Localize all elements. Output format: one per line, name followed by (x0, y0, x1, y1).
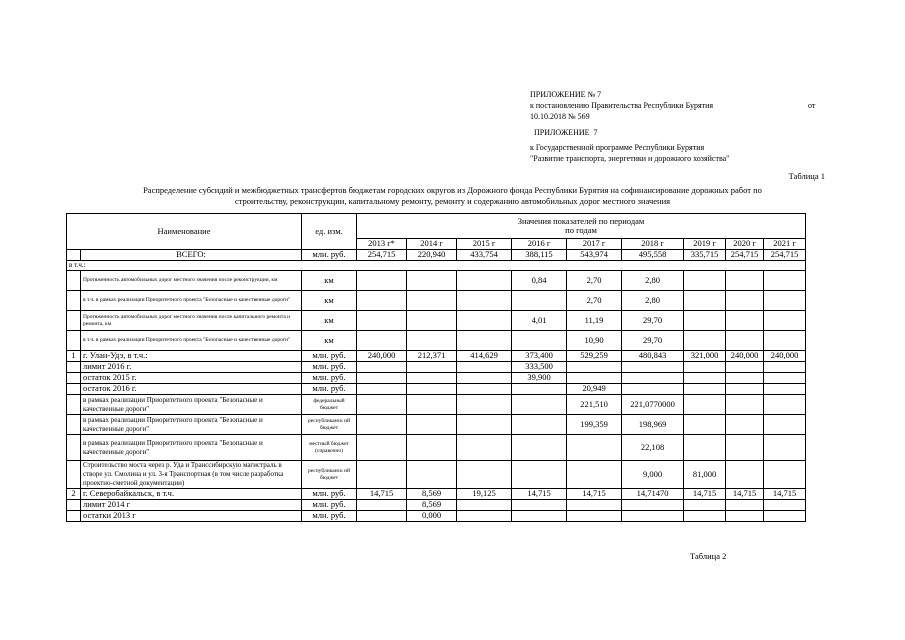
row-name: в т.ч.: (67, 260, 806, 271)
value-cell (407, 271, 457, 291)
row-name: остаток 2016 г. (81, 384, 302, 395)
row-number (67, 461, 81, 489)
row-number (67, 415, 81, 435)
row-name: лимит 2016 г. (81, 362, 302, 373)
value-cell (764, 373, 806, 384)
value-cell (764, 384, 806, 395)
table-row (67, 461, 806, 489)
value-cell: 14,715 (726, 489, 764, 500)
value-cell (407, 362, 457, 373)
value-cell: 81,000 (684, 461, 726, 489)
value-cell (407, 435, 457, 461)
appendix-program-name: "Развитие транспорта, энергетики и дорожного хозяйства" (530, 154, 730, 163)
value-cell: 2,70 (567, 271, 622, 291)
value-cell (726, 415, 764, 435)
value-cell (567, 461, 622, 489)
value-cell (512, 384, 567, 395)
value-cell: 495,558 (622, 249, 684, 260)
row-number (67, 395, 81, 415)
value-cell: 388,115 (512, 249, 567, 260)
value-cell (764, 435, 806, 461)
row-name: в рамках реализации Приоритетного проекта "Безопасные и качественные дороги" (81, 435, 302, 461)
value-cell: 14,715 (764, 489, 806, 500)
value-cell (357, 384, 407, 395)
value-cell: 0,84 (512, 271, 567, 291)
row-number (67, 311, 81, 331)
appendix-title: ПРИЛОЖЕНИЕ № 7 (530, 90, 602, 99)
value-cell (726, 311, 764, 331)
value-cell: 480,843 (622, 351, 684, 362)
value-cell: 221,510 (567, 395, 622, 415)
value-cell (357, 311, 407, 331)
value-cell (357, 415, 407, 435)
row-unit: млн. руб. (302, 489, 357, 500)
value-cell: 14,715 (357, 489, 407, 500)
row-unit: км (302, 331, 357, 351)
value-cell: 22,108 (622, 435, 684, 461)
row-name: в рамках реализации Приоритетного проекта "Безопасные и качественные дороги" (81, 415, 302, 435)
value-cell (457, 373, 512, 384)
value-cell (764, 461, 806, 489)
table-row (67, 249, 806, 260)
value-cell (407, 384, 457, 395)
value-cell (357, 511, 407, 522)
value-cell (407, 415, 457, 435)
row-unit: федеральный бюджет (302, 395, 357, 415)
value-cell (407, 461, 457, 489)
row-unit: км (302, 311, 357, 331)
value-cell: 254,715 (764, 249, 806, 260)
value-cell (726, 373, 764, 384)
value-cell (764, 500, 806, 511)
row-name: Протяженность автомобильных дорог местного значения после реконструкции, км (81, 271, 302, 291)
value-cell (684, 384, 726, 395)
value-cell (512, 395, 567, 415)
table-row (67, 435, 806, 461)
value-cell (407, 373, 457, 384)
value-cell: 8,569 (407, 500, 457, 511)
value-cell: 254,715 (726, 249, 764, 260)
table-row (67, 500, 806, 511)
value-cell: 199,359 (567, 415, 622, 435)
value-cell (512, 435, 567, 461)
value-cell: 9,000 (622, 461, 684, 489)
value-cell: 14,71470 (622, 489, 684, 500)
value-cell (357, 271, 407, 291)
value-cell (726, 271, 764, 291)
value-cell: 414,629 (457, 351, 512, 362)
value-cell (457, 500, 512, 511)
table-row (67, 362, 806, 373)
row-name: г. Северобайкальск, в т.ч. (81, 489, 302, 500)
value-cell (457, 461, 512, 489)
value-cell (684, 435, 726, 461)
value-cell: 212,371 (407, 351, 457, 362)
row-unit: км (302, 271, 357, 291)
value-cell: 10,90 (567, 331, 622, 351)
value-cell (457, 415, 512, 435)
value-cell (684, 331, 726, 351)
value-cell (764, 395, 806, 415)
value-cell (726, 362, 764, 373)
table-row (67, 271, 806, 291)
row-unit: км (302, 291, 357, 311)
value-cell: 14,715 (512, 489, 567, 500)
value-cell (512, 461, 567, 489)
value-cell (726, 291, 764, 311)
table-row (67, 489, 806, 500)
value-cell: 220,940 (407, 249, 457, 260)
value-cell (512, 500, 567, 511)
table-label: Таблица 1 (788, 171, 825, 181)
table-row (67, 311, 806, 331)
table-row (67, 351, 806, 362)
row-number (67, 291, 81, 311)
appendix-decree: к постановлению Правительства Республики Бурятия (530, 101, 714, 110)
value-cell (622, 500, 684, 511)
value-cell (764, 291, 806, 311)
table-row (67, 384, 806, 395)
value-cell (684, 415, 726, 435)
value-cell (407, 311, 457, 331)
table-body (67, 249, 806, 522)
value-cell (512, 291, 567, 311)
value-cell (357, 362, 407, 373)
row-name: в т.ч. в рамках реализации Приоритетного проекта "Безопасные и качественные дороги" (81, 291, 302, 311)
value-cell: 29,70 (622, 331, 684, 351)
value-cell (512, 415, 567, 435)
year-header: 2019 г (684, 239, 726, 250)
value-cell (457, 435, 512, 461)
caption-line-1: Распределение субсидий и межбюджетных трансфертов бюджетам городских округов из Дорожного фонда Республики Бурятия на софинансирование дорожных работ по (143, 185, 762, 195)
value-cell (357, 395, 407, 415)
value-cell: 8,569 (407, 489, 457, 500)
col-header-values: Значения показателей по периодам по годам (357, 214, 806, 239)
row-number (67, 249, 81, 260)
row-number (67, 362, 81, 373)
value-cell (684, 311, 726, 331)
value-cell (357, 373, 407, 384)
value-cell: 333,500 (512, 362, 567, 373)
value-cell (457, 331, 512, 351)
row-unit: республиканск ий бюджет (302, 415, 357, 435)
row-unit: млн. руб. (302, 500, 357, 511)
row-number (67, 271, 81, 291)
appendix-program: к Государственной программе Республики Бурятия (530, 143, 705, 152)
row-number (67, 500, 81, 511)
value-cell (407, 291, 457, 311)
value-cell (567, 362, 622, 373)
value-cell: 529,259 (567, 351, 622, 362)
value-cell: 2,80 (622, 271, 684, 291)
value-cell (357, 331, 407, 351)
value-cell (567, 435, 622, 461)
value-cell (684, 291, 726, 311)
appendix-program-title: ПРИЛОЖЕНИЕ 7 (534, 128, 598, 137)
row-number: 2 (67, 489, 81, 500)
value-cell: 4,01 (512, 311, 567, 331)
value-cell: 2,80 (622, 291, 684, 311)
value-cell: 14,715 (567, 489, 622, 500)
row-unit: местный бюджет (справочно) (302, 435, 357, 461)
value-cell (457, 362, 512, 373)
value-cell: 240,000 (764, 351, 806, 362)
value-cell (684, 271, 726, 291)
value-cell (684, 373, 726, 384)
year-header: 2017 г (567, 239, 622, 250)
table-caption (60, 185, 845, 207)
row-name: лимит 2014 г (81, 500, 302, 511)
value-cell (457, 395, 512, 415)
value-cell: 543,974 (567, 249, 622, 260)
table-row (67, 395, 806, 415)
table-row (67, 291, 806, 311)
value-cell (622, 362, 684, 373)
value-cell: 240,000 (357, 351, 407, 362)
value-cell (726, 384, 764, 395)
value-cell: 198,969 (622, 415, 684, 435)
col-header-name: Наименование (67, 214, 302, 250)
value-cell (407, 331, 457, 351)
row-unit: млн. руб. (302, 351, 357, 362)
value-cell: 0,000 (407, 511, 457, 522)
value-cell (726, 395, 764, 415)
appendix-decree-date: 10.10.2018 № 569 (530, 112, 590, 121)
table-row (67, 373, 806, 384)
value-cell (764, 415, 806, 435)
value-cell: 14,715 (684, 489, 726, 500)
row-name: Строительство моста через р. Уда и Транссибирскую магистраль в створе ул. Смолина и ул. 3-я Транспортная (в том числе разработка проектно-сметной документации) (81, 461, 302, 489)
value-cell (567, 500, 622, 511)
col-header-unit: ед. изм. (302, 214, 357, 250)
row-name: остатки 2013 г (81, 511, 302, 522)
value-cell (764, 362, 806, 373)
value-cell (567, 511, 622, 522)
value-cell (357, 291, 407, 311)
year-header: 2016 г (512, 239, 567, 250)
value-cell (726, 511, 764, 522)
value-cell (764, 311, 806, 331)
value-cell: 240,000 (726, 351, 764, 362)
value-cell: 19,125 (457, 489, 512, 500)
value-cell (457, 311, 512, 331)
table-label-2: Таблица 2 (690, 551, 727, 561)
value-cell (684, 511, 726, 522)
year-header: 2018 г (622, 239, 684, 250)
value-cell (764, 271, 806, 291)
value-cell (726, 500, 764, 511)
row-unit: млн. руб. (302, 362, 357, 373)
value-cell: 221,0770000 (622, 395, 684, 415)
row-name: Протяженность автомобильных дорог местного значения после капитального ремонта и ремонта, км (81, 311, 302, 331)
value-cell (684, 395, 726, 415)
value-cell (457, 271, 512, 291)
value-cell (726, 461, 764, 489)
value-cell (764, 331, 806, 351)
value-cell: 321,000 (684, 351, 726, 362)
value-cell: 335,715 (684, 249, 726, 260)
table-row (67, 415, 806, 435)
row-name: остаток 2015 г. (81, 373, 302, 384)
row-name: ВСЕГО: (81, 249, 302, 260)
caption-line-2: строительству, реконструкции, капитальному ремонту, ремонту и содержанию автомобильных дорог местного значения (234, 196, 671, 206)
row-number: 1 (67, 351, 81, 362)
value-cell (567, 373, 622, 384)
value-cell: 254,715 (357, 249, 407, 260)
value-cell (726, 331, 764, 351)
table-row (67, 260, 806, 271)
value-cell (457, 384, 512, 395)
subsidy-table (66, 213, 806, 522)
row-number (67, 384, 81, 395)
row-name: г. Улан-Удэ, в т.ч.: (81, 351, 302, 362)
row-number (67, 511, 81, 522)
row-unit: млн. руб. (302, 373, 357, 384)
value-cell: 373,400 (512, 351, 567, 362)
value-cell (684, 500, 726, 511)
row-unit: млн. руб. (302, 511, 357, 522)
year-header: 2013 г* (357, 239, 407, 250)
year-header: 2020 г (726, 239, 764, 250)
table-row (67, 331, 806, 351)
appendix-decree-ot: от (808, 101, 816, 110)
table-row (67, 511, 806, 522)
value-cell (512, 511, 567, 522)
value-cell: 29,70 (622, 311, 684, 331)
row-number (67, 435, 81, 461)
value-cell (726, 435, 764, 461)
value-cell (357, 435, 407, 461)
value-cell (407, 395, 457, 415)
value-cell (357, 461, 407, 489)
value-cell (764, 511, 806, 522)
value-cell (622, 511, 684, 522)
value-cell: 39,900 (512, 373, 567, 384)
row-name: в рамках реализации Приоритетного проекта "Безопасные и качественные дороги" (81, 395, 302, 415)
value-cell (512, 331, 567, 351)
value-cell (357, 500, 407, 511)
value-cell (622, 384, 684, 395)
row-unit: млн. руб. (302, 249, 357, 260)
row-number (67, 331, 81, 351)
row-name: в т.ч. в рамках реализации Приоритетного проекта "Безопасные и качественные дороги" (81, 331, 302, 351)
value-cell (457, 291, 512, 311)
value-cell (622, 373, 684, 384)
row-unit: республиканск ий бюджет (302, 461, 357, 489)
value-cell: 11,19 (567, 311, 622, 331)
year-header: 2015 г (457, 239, 512, 250)
value-cell: 433,754 (457, 249, 512, 260)
year-header: 2014 г (407, 239, 457, 250)
row-unit: млн. руб. (302, 384, 357, 395)
value-cell (684, 362, 726, 373)
value-cell: 2,70 (567, 291, 622, 311)
row-number (67, 373, 81, 384)
year-header: 2021 г (764, 239, 806, 250)
value-cell: 20,949 (567, 384, 622, 395)
value-cell (457, 511, 512, 522)
